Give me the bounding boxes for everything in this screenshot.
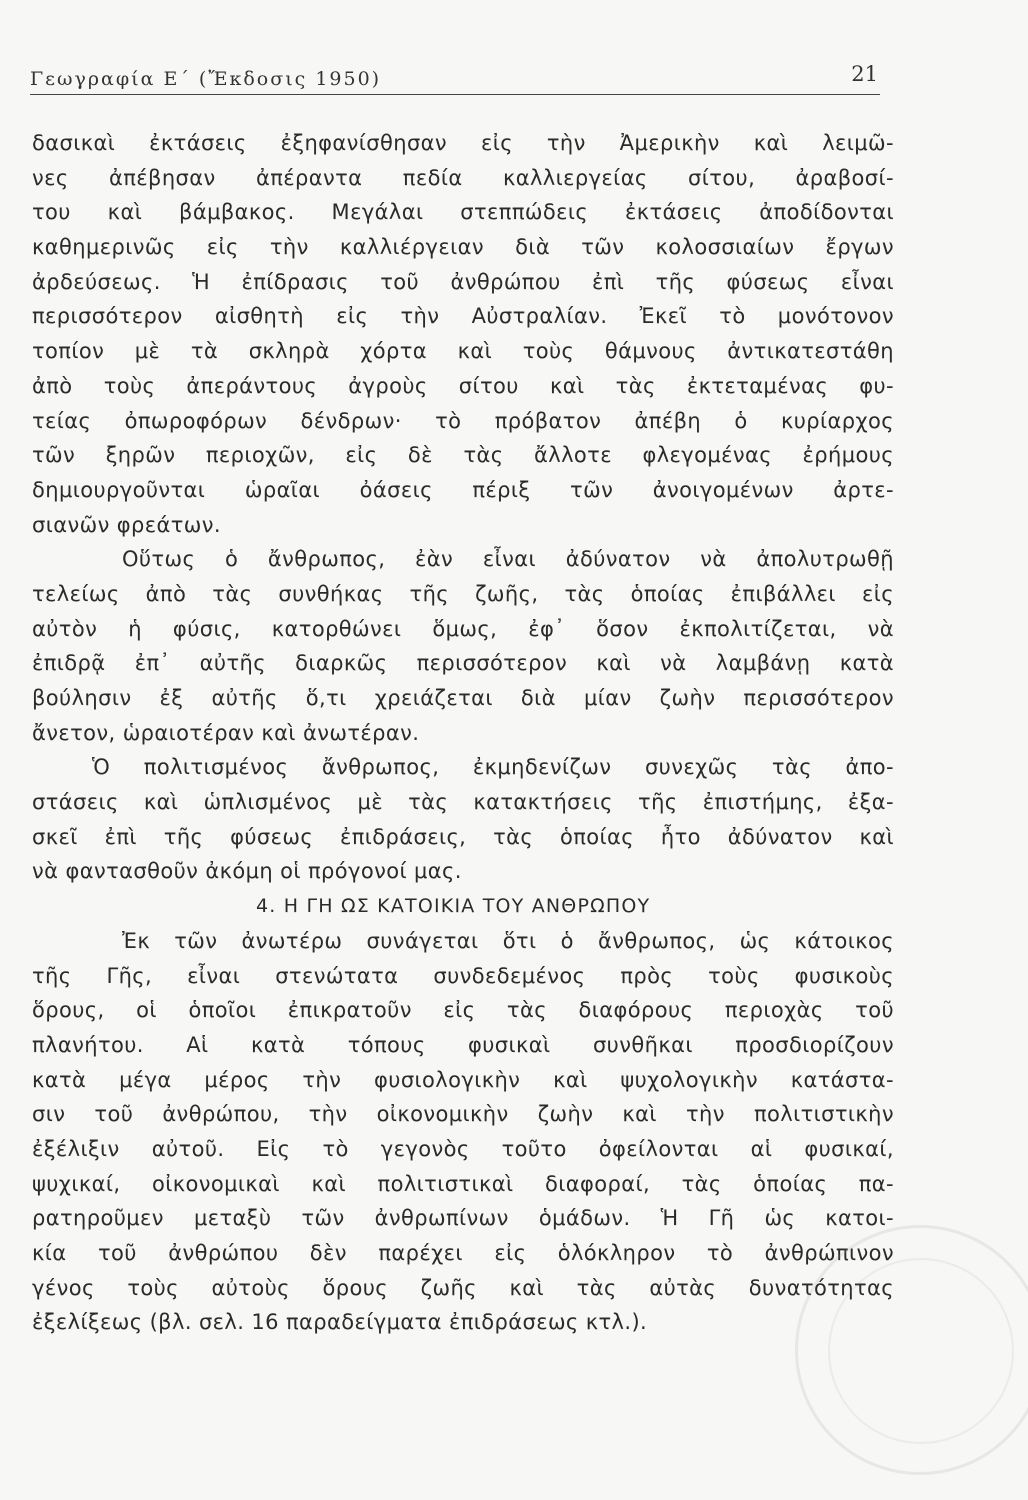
text-line: ἀρδεύσεως. Ἡ ἐπίδρασις τοῦ ἀνθρώπου ἐπὶ τῆς φύσεως εἶναι	[32, 269, 894, 294]
text-line: τοπίον μὲ τὰ σκληρὰ χόρτα καὶ τοὺς θάμνους ἀντικατεστάθη	[32, 339, 894, 364]
text-line: περισσότερον αἰσθητὴ εἰς τὴν Αὐστραλίαν. Ἐκεῖ τὸ μονότονον	[32, 304, 894, 329]
text-line: τῶν ξηρῶν περιοχῶν, εἰς δὲ τὰς ἄλλοτε φλεγομένας ἐρήμους	[32, 443, 894, 468]
text-line: κία τοῦ ἀνθρώπου δὲν παρέχει εἰς ὁλόκληρον τὸ ἀνθρώπινον	[32, 1241, 894, 1265]
text-line: σιανῶν φρεάτων.	[32, 512, 221, 537]
text-line: ἐπιδρᾷ ἐπ᾽ αὐτῆς διαρκῶς περισσότερον καὶ νὰ λαμβάνῃ κατὰ	[32, 651, 894, 676]
text-line: ἄνετον, ὡραιοτέραν καὶ ἀνωτέραν.	[32, 720, 420, 745]
paragraph-4	[32, 924, 894, 1340]
text-line: Ὁ πολιτισμένος ἄνθρωπος, ἐκμηδενίζων συνεχῶς τὰς ἀπο-	[92, 755, 894, 780]
text-line: κατὰ μέγα μέρος τὴν φυσιολογικὴν καὶ ψυχολογικὴν κατάστα-	[32, 1067, 894, 1092]
page-header	[30, 60, 880, 95]
text-line: ἐξέλιξιν αὐτοῦ. Εἰς τὸ γεγονὸς τοῦτο ὀφείλονται αἱ φυσικαί,	[32, 1136, 894, 1161]
text-line: γένος τοὺς αὐτοὺς ὅρους ζωῆς καὶ τὰς αὐτὰς δυνατότητας	[32, 1275, 894, 1300]
text-line: καθημερινῶς εἰς τὴν καλλιέργειαν διὰ τῶν κολοσσιαίων ἔργων	[32, 235, 894, 260]
text-line: νὰ φαντασθοῦν ἀκόμη οἱ πρόγονοί μας.	[32, 859, 462, 884]
text-line: πλανήτου. Αἱ κατὰ τόπους φυσικαὶ συνθῆκαι προσδιορίζουν	[32, 1032, 894, 1057]
text-line: στάσεις καὶ ὡπλισμένος μὲ τὰς κατακτήσεις τῆς ἐπιστήμης, ἐξα-	[32, 790, 894, 815]
text-line: νες ἀπέβησαν ἀπέραντα πεδία καλλιεργείας σίτου, ἀραβοσί-	[32, 165, 894, 190]
paragraph-1	[32, 126, 894, 542]
text-line: Οὕτως ὁ ἄνθρωπος, ἐὰν εἶναι ἀδύνατον νὰ ἀπολυτρωθῇ	[122, 547, 894, 572]
text-line: αὐτὸν ἡ φύσις, κατορθώνει ὅμως, ἐφ᾽ ὅσον ἐκπολιτίζεται, νὰ	[32, 616, 894, 641]
library-stamp-inner-ring	[828, 1258, 1014, 1444]
text-line: ὅρους, οἱ ὁποῖοι ἐπικρατοῦν εἰς τὰς διαφόρους περιοχὰς τοῦ	[32, 998, 894, 1023]
text-line: ἐξελίξεως (βλ. σελ. 16 παραδείγματα ἐπιδράσεως κτλ.).	[32, 1310, 648, 1335]
text-line: δημιουργοῦνται ὡραῖαι ὀάσεις πέριξ τῶν ἀνοιγομένων ἀρτε-	[32, 477, 894, 502]
text-line: τελείως ἀπὸ τὰς συνθήκας τῆς ζωῆς, τὰς ὁποίας ἐπιβάλλει εἰς	[32, 581, 894, 606]
paragraph-2	[32, 542, 894, 750]
text-line: ρατηροῦμεν μεταξὺ τῶν ἀνθρωπίνων ὁμάδων. Ἡ Γῆ ὡς κατοι-	[32, 1206, 894, 1231]
text-line: δασικαὶ ἐκτάσεις ἐξηφανίσθησαν εἰς τὴν Ἀμερικὴν καὶ λειμῶ-	[32, 131, 894, 155]
text-line: ἀπὸ τοὺς ἀπεράντους ἀγροὺς σίτου καὶ τὰς ἐκτεταμένας φυ-	[32, 373, 894, 398]
body-text	[32, 126, 894, 1340]
running-title: Γεωγραφία Ε΄ (Ἔκδοσις 1950)	[30, 68, 382, 90]
text-line: του καὶ βάμβακος. Μεγάλαι στεππώδεις ἐκτάσεις ἀποδίδονται	[32, 200, 894, 225]
text-line: σιν τοῦ ἀνθρώπου, τὴν οἰκονομικὴν ζωὴν καὶ τὴν πολιτιστικὴν	[32, 1102, 894, 1127]
paragraph-3	[32, 750, 894, 889]
text-line: Ἐκ τῶν ἀνωτέρω συνάγεται ὅτι ὁ ἄνθρωπος, ὡς κάτοικος	[122, 928, 894, 953]
text-line: ψυχικαί, οἰκονομικαὶ καὶ πολιτιστικαὶ διαφοραί, τὰς ὁποίας πα-	[32, 1171, 894, 1196]
text-line: σκεῖ ἐπὶ τῆς φύσεως ἐπιδράσεις, τὰς ὁποίας ἦτο ἀδύνατον καὶ	[32, 824, 894, 849]
section-heading: 4. Η ΓΗ ΩΣ ΚΑΤΟΙΚΙΑ ΤΟΥ ΑΝΘΡΩΠΟΥ	[256, 895, 651, 918]
text-line: τείας ὀπωροφόρων δένδρων· τὸ πρόβατον ἀπέβη ὁ κυρίαρχος	[32, 408, 894, 433]
library-stamp	[795, 1225, 1028, 1475]
text-line: τῆς Γῆς, εἶναι στενώτατα συνδεδεμένος πρὸς τοὺς φυσικοὺς	[32, 963, 894, 988]
page-number: 21	[851, 62, 878, 86]
text-line: βούλησιν ἐξ αὐτῆς ὅ,τι χρειάζεται διὰ μίαν ζωὴν περισσότερον	[32, 686, 894, 710]
